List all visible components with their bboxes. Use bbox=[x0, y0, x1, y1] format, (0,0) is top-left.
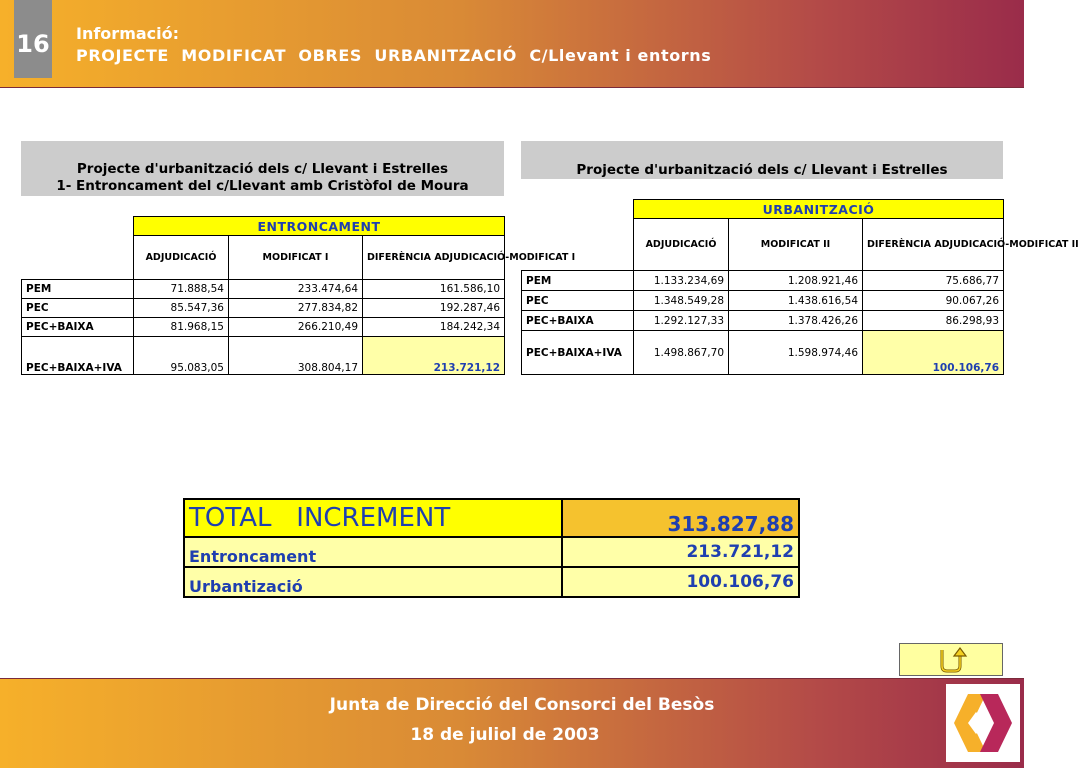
row-label: PEC bbox=[522, 291, 634, 311]
table-row bbox=[522, 291, 1004, 311]
row-label: PEC+BAIXA+IVA bbox=[522, 331, 634, 375]
cell-value: 90.067,26 bbox=[863, 291, 1004, 311]
column-header: DIFERÈNCIA ADJUDICACIÓ-MODIFICAT II bbox=[863, 219, 1004, 271]
return-arrow-icon bbox=[936, 646, 966, 674]
table-heading: URBANITZACIÓ bbox=[634, 200, 1004, 219]
table-row bbox=[184, 537, 799, 567]
cell-value: 192.287,46 bbox=[363, 299, 505, 318]
cell-value: 75.686,77 bbox=[863, 271, 1004, 291]
cell-value: 85.547,36 bbox=[134, 299, 229, 318]
right-panel-title bbox=[521, 141, 1003, 179]
table-row bbox=[22, 280, 505, 299]
table-row bbox=[184, 567, 799, 597]
consorci-logo-icon bbox=[946, 684, 1020, 762]
highlighted-difference: 100.106,76 bbox=[863, 331, 1004, 375]
column-header: MODIFICAT II bbox=[729, 219, 863, 271]
row-label: PEC+BAIXA+IVA bbox=[22, 337, 134, 375]
total-row-label: Entroncament bbox=[184, 537, 562, 567]
cell-value: 86.298,93 bbox=[863, 311, 1004, 331]
cell-value: 71.888,54 bbox=[134, 280, 229, 299]
row-label: PEC+BAIXA bbox=[522, 311, 634, 331]
left-panel-title bbox=[21, 141, 504, 196]
cell-value: 308.804,17 bbox=[229, 337, 363, 375]
entroncament-table bbox=[21, 216, 576, 375]
table-row bbox=[522, 311, 1004, 331]
cell-value: 233.474,64 bbox=[229, 280, 363, 299]
footer-bar bbox=[0, 678, 1024, 768]
total-title: TOTAL INCREMENT bbox=[184, 499, 562, 537]
table-row bbox=[522, 331, 1004, 375]
table-row bbox=[22, 337, 505, 375]
column-header: DIFERÈNCIA ADJUDICACIÓ-MODIFICAT I bbox=[363, 236, 505, 280]
total-increment-table bbox=[183, 498, 800, 598]
footer-date: 18 de juliol de 2003 bbox=[410, 725, 600, 745]
table-row bbox=[22, 318, 505, 337]
total-row-value: 213.721,12 bbox=[562, 537, 799, 567]
cell-value: 277.834,82 bbox=[229, 299, 363, 318]
cell-value: 1.348.549,28 bbox=[634, 291, 729, 311]
header-bar bbox=[0, 0, 1024, 88]
footer-title: Junta de Direcció del Consorci del Besòs bbox=[329, 695, 715, 715]
urbanitzacio-table bbox=[521, 199, 1079, 375]
left-title-line1: Projecte d'urbanització dels c/ Llevant i Estrelles bbox=[76, 161, 449, 177]
row-label: PEC bbox=[22, 299, 134, 318]
table-heading: ENTRONCAMENT bbox=[134, 217, 505, 236]
total-row-value: 100.106,76 bbox=[562, 567, 799, 597]
cell-value: 1.292.127,33 bbox=[634, 311, 729, 331]
cell-value: 1.498.867,70 bbox=[634, 331, 729, 375]
cell-value: 81.968,15 bbox=[134, 318, 229, 337]
row-label: PEM bbox=[522, 271, 634, 291]
row-label: PEC+BAIXA bbox=[22, 318, 134, 337]
page-title: PROJECTE MODIFICAT OBRES URBANITZACIÓ C/Llevant i entorns bbox=[76, 46, 712, 65]
cell-value: 95.083,05 bbox=[134, 337, 229, 375]
cell-value: 266.210,49 bbox=[229, 318, 363, 337]
table-row bbox=[22, 299, 505, 318]
cell-value: 1.133.234,69 bbox=[634, 271, 729, 291]
cell-value: 1.208.921,46 bbox=[729, 271, 863, 291]
row-label: PEM bbox=[22, 280, 134, 299]
column-header: MODIFICAT I bbox=[229, 236, 363, 280]
right-title-line: Projecte d'urbanització dels c/ Llevant i Estrelles bbox=[576, 162, 948, 178]
cell-value: 161.586,10 bbox=[363, 280, 505, 299]
slide-number: 16 bbox=[14, 0, 52, 78]
cell-value: 1.598.974,46 bbox=[729, 331, 863, 375]
back-button[interactable] bbox=[899, 643, 1003, 676]
cell-value: 184.242,34 bbox=[363, 318, 505, 337]
column-header: ADJUDICACIÓ bbox=[634, 219, 729, 271]
total-row-label: Urbantizació bbox=[184, 567, 562, 597]
total-value: 313.827,88 bbox=[562, 499, 799, 537]
cell-value: 1.378.426,26 bbox=[729, 311, 863, 331]
cell-value: 1.438.616,54 bbox=[729, 291, 863, 311]
left-title-line2: 1- Entroncament del c/Llevant amb Cristòfol de Moura bbox=[56, 178, 469, 194]
highlighted-difference: 213.721,12 bbox=[363, 337, 505, 375]
column-header: ADJUDICACIÓ bbox=[134, 236, 229, 280]
header-subtitle: Informació: bbox=[76, 24, 180, 43]
table-row bbox=[522, 271, 1004, 291]
